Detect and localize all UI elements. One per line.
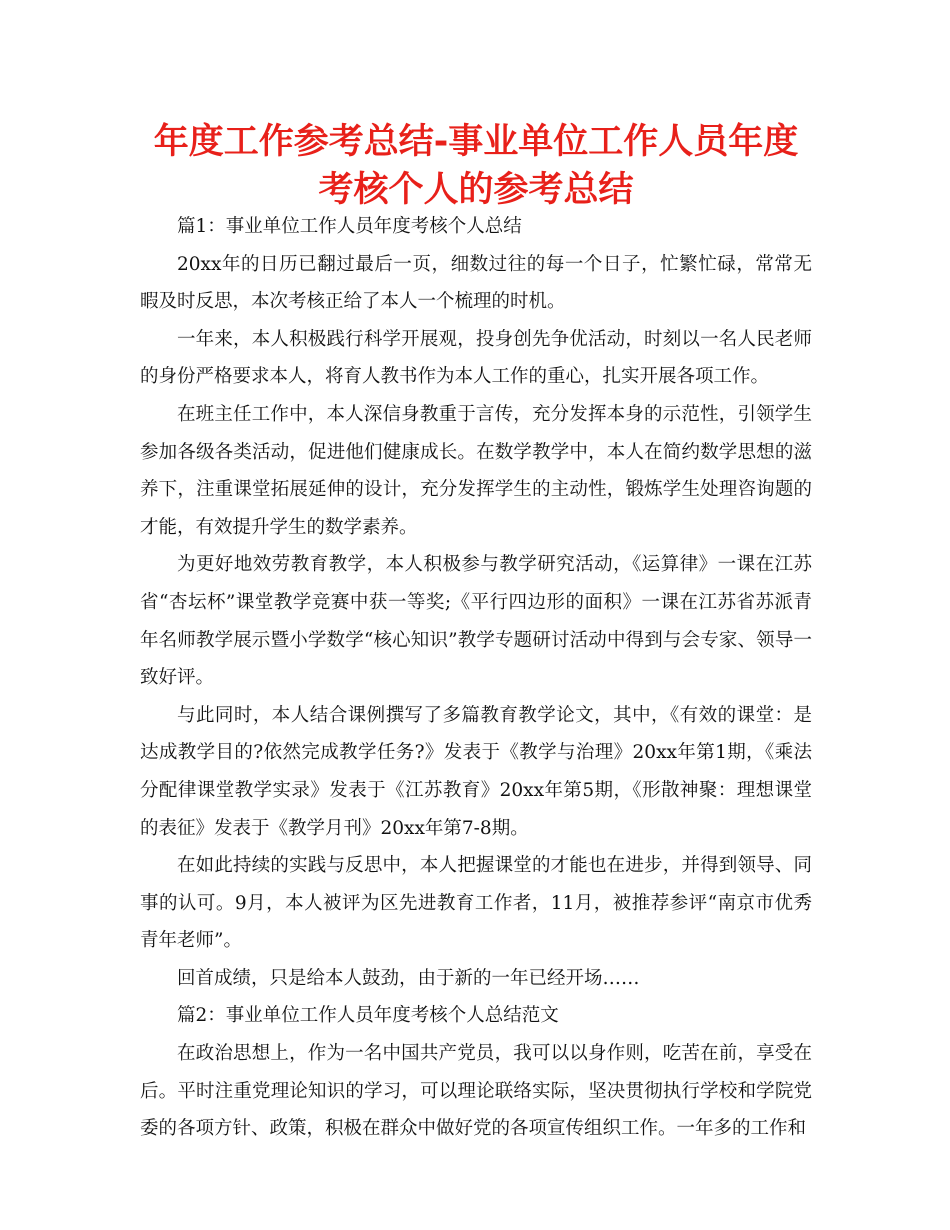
paragraph: 为更好地效劳教育教学，本人积极参与教学研究活动，《运算律》一课在江苏省“杏坛杯”课堂教学竞赛中获一等奖;《平行四边形的面积》一课在江苏省苏派青年名师教学展示暨小学数学“核心知识”教学专题研讨活动中得到与会专家、领导一致好评。	[140, 554, 812, 689]
paragraph: 20xx年的日历已翻过最后一页，细数过往的每一个日子，忙繁忙碌，常常无暇及时反思，本次考核正给了本人一个梳理的时机。	[140, 253, 812, 313]
document-title: 年度工作参考总结-事业单位工作人员年度考核个人的参考总结	[153, 122, 799, 210]
paragraph: 回首成绩，只是给本人鼓劲，由于新的一年已经开场……	[177, 967, 640, 989]
section-heading-1: 篇1：事业单位工作人员年度考核个人总结	[177, 216, 522, 237]
paragraph: 在如此持续的实践与反思中，本人把握课堂的才能也在进步，并得到领导、同事的认可。9月，本人被评为区先进教育工作者，11月，被推荐参评“南京市优秀青年老师”。	[140, 855, 812, 952]
paragraph: 在班主任工作中，本人深信身教重于言传，充分发挥本身的示范性，引领学生参加各级各类活动，促进他们健康成长。在数学教学中，本人在简约数学思想的滋养下，注重课堂拓展延伸的设计，充分发挥学生的主动性，锻炼学生处理咨询题的才能，有效提升学生的数学素养。	[140, 403, 812, 538]
document-body	[140, 208, 812, 1148]
section-heading-2: 篇2：事业单位工作人员年度考核个人总结范文	[177, 1005, 559, 1027]
paragraph: 在政治思想上，作为一名中国共产党员，我可以以身作则，吃苦在前，享受在后。平时注重党理论知识的学习，可以理论联络实际，坚决贯彻执行学校和学院党委的各项方针、政策，积极在群众中做好党的各项宣传组织工作。一年多的工作和	[140, 1043, 812, 1140]
paragraph: 与此同时，本人结合课例撰写了多篇教育教学论文，其中，《有效的课堂：是达成教学目的?依然完成教学任务?》发表于《教学与治理》20xx年第1期，《乘法分配律课堂教学实录》发表于《江苏教育》20xx年第5期，《形散神聚：理想课堂的表征》发表于《教学月刊》20xx年第7-8期。	[140, 704, 812, 839]
paragraph: 一年来，本人积极践行科学开展观，投身创先争优活动，时刻以一名人民老师的身份严格要求本人，将育人教书作为本人工作的重心，扎实开展各项工作。	[140, 328, 812, 388]
